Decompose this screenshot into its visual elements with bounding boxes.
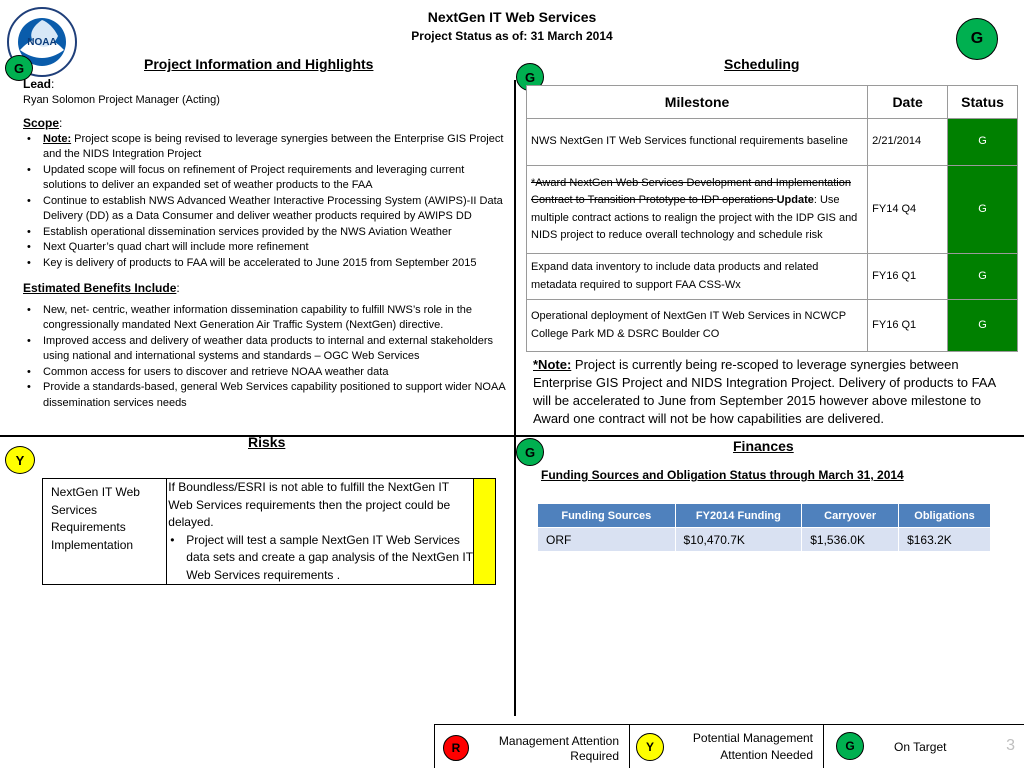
legend-green-label: On Target xyxy=(894,740,947,754)
scope-list xyxy=(23,132,510,272)
carryover-amount: $1,536.0K xyxy=(802,528,899,552)
legend-red-indicator: R xyxy=(443,735,469,761)
legend-green-indicator: G xyxy=(836,732,864,760)
status-legend xyxy=(434,724,1024,768)
milestone-update-text: : Use multiple contract actions to realign the project with the IDP GIS and NIDS project to reduce overall technology and schedule risk xyxy=(531,194,858,241)
scope-note-text: Project scope is being revised to leverage synergies between the Enterprise GIS Project and the NIDS Integration Project xyxy=(43,132,504,160)
legend-yellow xyxy=(630,725,824,768)
funding-header-row xyxy=(538,504,991,528)
scope-item: • Continue to establish NWS Advanced Weather Interactive Processing System (AWIPS)-II Data Delivery (DD) as a Data Consumer and deliver weather products required by AWIPS DD xyxy=(23,194,510,225)
milestone-date: FY16 Q1 xyxy=(868,300,948,352)
page-number: 3 xyxy=(1006,737,1015,754)
risk-name: NextGen IT Web Services Requirements Implementation xyxy=(43,479,167,585)
milestone-update-label: Update xyxy=(776,194,814,206)
risks-title: Risks xyxy=(248,434,286,450)
legend-red-label-2: Required xyxy=(570,749,619,763)
risk-row xyxy=(43,479,496,585)
milestone-date: 2/21/2014 xyxy=(868,119,948,166)
funding-table xyxy=(537,503,991,552)
status-column-header: Status xyxy=(948,86,1018,119)
milestone-row xyxy=(527,166,1018,254)
funding-row xyxy=(538,528,991,552)
finances-subtitle: Funding Sources and Obligation Status through March 31, 2014 xyxy=(541,468,904,482)
vertical-divider xyxy=(514,80,516,716)
legend-yellow-label-2: Attention Needed xyxy=(720,748,813,762)
legend-red-label-1: Management Attention xyxy=(498,734,619,748)
benefit-item: • Improved access and delivery of weather data products to internal and external stakeholders using national and international systems and standards – OGC Web Services xyxy=(23,334,510,365)
benefit-item: • Provide a standards-based, general Web Services capability positioned to support wider NOAA dissemination services needs xyxy=(23,380,510,411)
page-title: NextGen IT Web Services xyxy=(427,9,597,25)
milestone-date: FY16 Q1 xyxy=(868,254,948,300)
benefit-item: • New, net- centric, weather information dissemination capability to fulfill NWS’s role in the congressionally mandated Next Generation Air Traffic System (NextGen) directive. xyxy=(23,303,510,334)
milestone-status: G xyxy=(948,254,1018,300)
milestone-text: Expand data inventory to include data products and related metadata required to support FAA CSS-Wx xyxy=(527,254,868,300)
benefits-list xyxy=(23,303,510,412)
page-subtitle: Project Status as of: 31 March 2014 xyxy=(411,29,613,43)
overall-status-indicator: G xyxy=(956,18,998,60)
obligations-amount: $163.2K xyxy=(899,528,991,552)
scheduling-note xyxy=(533,356,1015,428)
milestone-row xyxy=(527,119,1018,166)
benefit-item: • Common access for users to discover and retrieve NOAA weather data xyxy=(23,365,510,381)
risks-status-indicator: Y xyxy=(5,446,35,474)
funding-source: ORF xyxy=(538,528,676,552)
noaa-logo-text: NOAA xyxy=(27,37,57,48)
risk-description xyxy=(167,479,474,585)
risk-mitigation: Project will test a sample NextGen IT Web Services data sets and create a gap analysis of the NextGen IT Web Services requirements . xyxy=(186,532,473,582)
risk-status-cell xyxy=(473,479,495,585)
scope-note-item xyxy=(23,132,510,163)
milestone-row xyxy=(527,300,1018,352)
benefits-label: Estimated Benefits Include xyxy=(23,281,177,295)
date-column-header: Date xyxy=(868,86,948,119)
milestone-status: G xyxy=(948,300,1018,352)
lead-label: Lead xyxy=(23,77,52,91)
milestone-text: NWS NextGen IT Web Services functional requirements baseline xyxy=(527,119,868,166)
milestone-status: G xyxy=(948,119,1018,166)
scheduling-note-text: Project is currently being re-scoped to leverage synergies between Enterprise GIS Project and NIDS Integration Project. Delivery of products to FAA will be accelerated to June from September 2015 however above milestone to Award one contract will not be how capabilities are delivered. xyxy=(533,357,996,426)
scope-item: • Key is delivery of products to FAA will be accelerated to June 2015 from September 2015 xyxy=(23,256,510,272)
risk-mitigation-item: • Project will test a sample NextGen IT Web Services data sets and create a gap analysis of the NextGen IT Web Services requirements . xyxy=(170,532,473,582)
milestone-column-header: Milestone xyxy=(527,86,868,119)
scope-item: • Next Quarter’s quad chart will include more refinement xyxy=(23,240,510,256)
milestone-date: FY14 Q4 xyxy=(868,166,948,254)
project-info-title: Project Information and Highlights xyxy=(144,56,374,72)
risk-table xyxy=(42,478,496,585)
funding-amount: $10,470.7K xyxy=(675,528,802,552)
milestone-text: Operational deployment of NextGen IT Web Services in NCWCP College Park MD & DSRC Boulder CO xyxy=(527,300,868,352)
obligations-header: Obligations xyxy=(899,504,991,528)
scheduling-status-indicator: G xyxy=(516,63,544,91)
legend-yellow-indicator: Y xyxy=(636,733,664,761)
project-info-body: Lead: Ryan Solomon Project Manager (Acting) Scope: • Note: Project scope is being revised to leverage synergies between the Enterprise GIS Project and the NIDS Integration Project • Updated scope will focus on refinement of Project requirements and leveraging current solutions to deliver an expanded set of weather products to the FAA • Continue to establish NWS Advanced Weather Interactive Processing System (AWIPS)-II Data Delivery (DD) as a Data Consumer and deliver weather products required by AWIPS DD • Establish operational dissemination services provided by the NWS Aviation Weather • Next Quarter’s quad chart will include more refinement • Key is delivery of products to FAA will be accelerated to June 2015 from September 2015 Estimated Benefits Include: • New, net- centric, weather information dissemination capability to fulfill NWS’s role in the congressionally mandated Next Generation Air Traffic System (NextGen) directive. • Improved access and delivery of weather data products to internal and external stakeholders using national and international systems and standards – OGC Web Services • Common access for users to discover and retrieve NOAA weather data • Provide a standards-based, general Web Services capability positioned to support wider NOAA dissemination services needs xyxy=(23,77,510,411)
legend-red xyxy=(435,725,630,768)
fy2014-funding-header: FY2014 Funding xyxy=(675,504,802,528)
lead-value: Ryan Solomon Project Manager (Acting) xyxy=(23,93,220,106)
scope-item: • Updated scope will focus on refinement of Project requirements and leveraging current solutions to deliver an expanded set of weather products to the FAA xyxy=(23,163,510,194)
risk-text: If Boundless/ESRI is not able to fulfill the NextGen IT Web Services requirements then the project could be delayed. xyxy=(168,480,451,529)
scheduling-note-label: *Note: xyxy=(533,357,572,372)
project-info-status-indicator: G xyxy=(5,55,33,81)
milestone-strike-text: *Award NextGen Web Services Development and Implementation Contract to Transition Prototype to IDP operations xyxy=(531,176,851,206)
legend-green xyxy=(824,725,1024,768)
milestone-text xyxy=(527,166,868,254)
scope-note-label: Note: xyxy=(43,132,72,145)
finances-title: Finances xyxy=(733,438,794,454)
milestone-status: G xyxy=(948,166,1018,254)
horizontal-divider-right xyxy=(514,435,1024,437)
milestone-row xyxy=(527,254,1018,300)
scheduling-title: Scheduling xyxy=(724,56,800,72)
carryover-header: Carryover xyxy=(802,504,899,528)
scope-label: Scope xyxy=(23,116,60,130)
funding-sources-header: Funding Sources xyxy=(538,504,676,528)
milestone-table xyxy=(526,85,1018,352)
scope-item: • Establish operational dissemination services provided by the NWS Aviation Weather xyxy=(23,225,510,241)
legend-yellow-label-1: Potential Management xyxy=(692,731,813,745)
finances-status-indicator: G xyxy=(516,438,544,466)
